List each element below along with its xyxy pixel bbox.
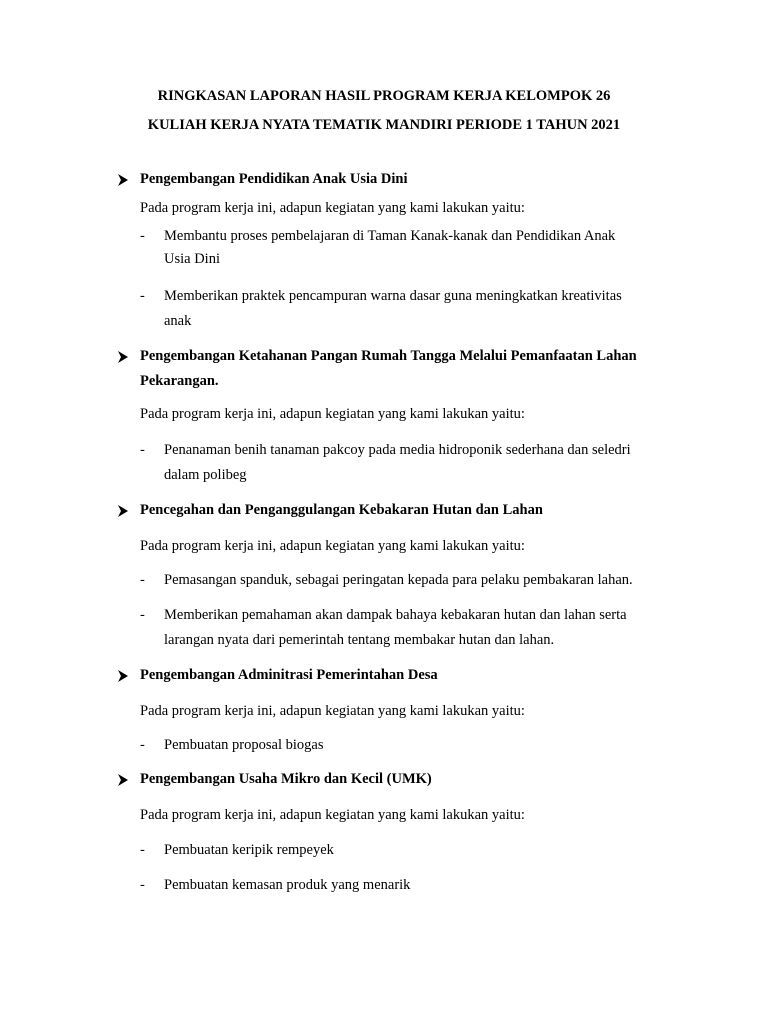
arrowhead-bullet-icon	[116, 667, 130, 685]
list-item-line: Usia Dini	[164, 251, 220, 267]
list-dash: -	[140, 228, 145, 244]
section-intro-5: Pada program kerja ini, adapun kegiatan yang kami lakukan yaitu:	[140, 807, 525, 823]
section-intro-3: Pada program kerja ini, adapun kegiatan yang kami lakukan yaitu:	[140, 538, 525, 554]
section-heading-text: Pencegahan dan Penganggulangan Kebakaran Hutan dan Lahan	[140, 502, 543, 518]
list-dash: -	[140, 442, 145, 458]
section-heading-text: Pengembangan Adminitrasi Pemerintahan Desa	[140, 667, 438, 683]
list-item-line: anak	[164, 313, 192, 329]
list-dash: -	[140, 842, 145, 858]
list-item-line: dalam polibeg	[164, 467, 247, 483]
list-item-line: Pembuatan kemasan produk yang menarik	[164, 877, 411, 893]
section-intro-2: Pada program kerja ini, adapun kegiatan yang kami lakukan yaitu:	[140, 406, 525, 422]
arrowhead-bullet-icon	[116, 348, 130, 366]
section-intro-4: Pada program kerja ini, adapun kegiatan yang kami lakukan yaitu:	[140, 703, 525, 719]
arrowhead-bullet-icon	[116, 771, 130, 789]
list-dash: -	[140, 607, 145, 623]
list-item-line: larangan nyata dari pemerintah tentang membakar hutan dan lahan.	[164, 632, 555, 648]
list-item-line: Pembuatan keripik rempeyek	[164, 842, 334, 858]
list-dash: -	[140, 877, 145, 893]
list-item-line: Memberikan pemahaman akan dampak bahaya kebakaran hutan dan lahan serta	[164, 607, 627, 623]
list-item-line: Pembuatan proposal biogas	[164, 737, 324, 753]
section-heading-2-continued: Pekarangan.	[140, 373, 219, 389]
document-title-line-1: RINGKASAN LAPORAN HASIL PROGRAM KERJA KELOMPOK 26	[157, 88, 611, 104]
document-title-line-2: KULIAH KERJA NYATA TEMATIK MANDIRI PERIODE 1 TAHUN 2021	[147, 117, 621, 133]
arrowhead-bullet-icon	[116, 171, 130, 189]
list-item-line: Pemasangan spanduk, sebagai peringatan kepada para pelaku pembakaran lahan.	[164, 572, 633, 588]
list-dash: -	[140, 572, 145, 588]
arrowhead-bullet-icon	[116, 502, 130, 520]
list-item-line: Memberikan praktek pencampuran warna dasar guna meningkatkan kreativitas	[164, 288, 622, 304]
list-dash: -	[140, 737, 145, 753]
list-item-line: Penanaman benih tanaman pakcoy pada media hidroponik sederhana dan seledri	[164, 442, 631, 458]
list-dash: -	[140, 288, 145, 304]
section-heading-text: Pengembangan Usaha Mikro dan Kecil (UMK)	[140, 771, 432, 787]
section-intro-1: Pada program kerja ini, adapun kegiatan yang kami lakukan yaitu:	[140, 200, 525, 216]
section-heading-text: Pengembangan Ketahanan Pangan Rumah Tangga Melalui Pemanfaatan Lahan	[140, 348, 637, 364]
section-heading-text: Pengembangan Pendidikan Anak Usia Dini	[140, 171, 408, 187]
list-item-line: Membantu proses pembelajaran di Taman Kanak-kanak dan Pendidikan Anak	[164, 228, 616, 244]
